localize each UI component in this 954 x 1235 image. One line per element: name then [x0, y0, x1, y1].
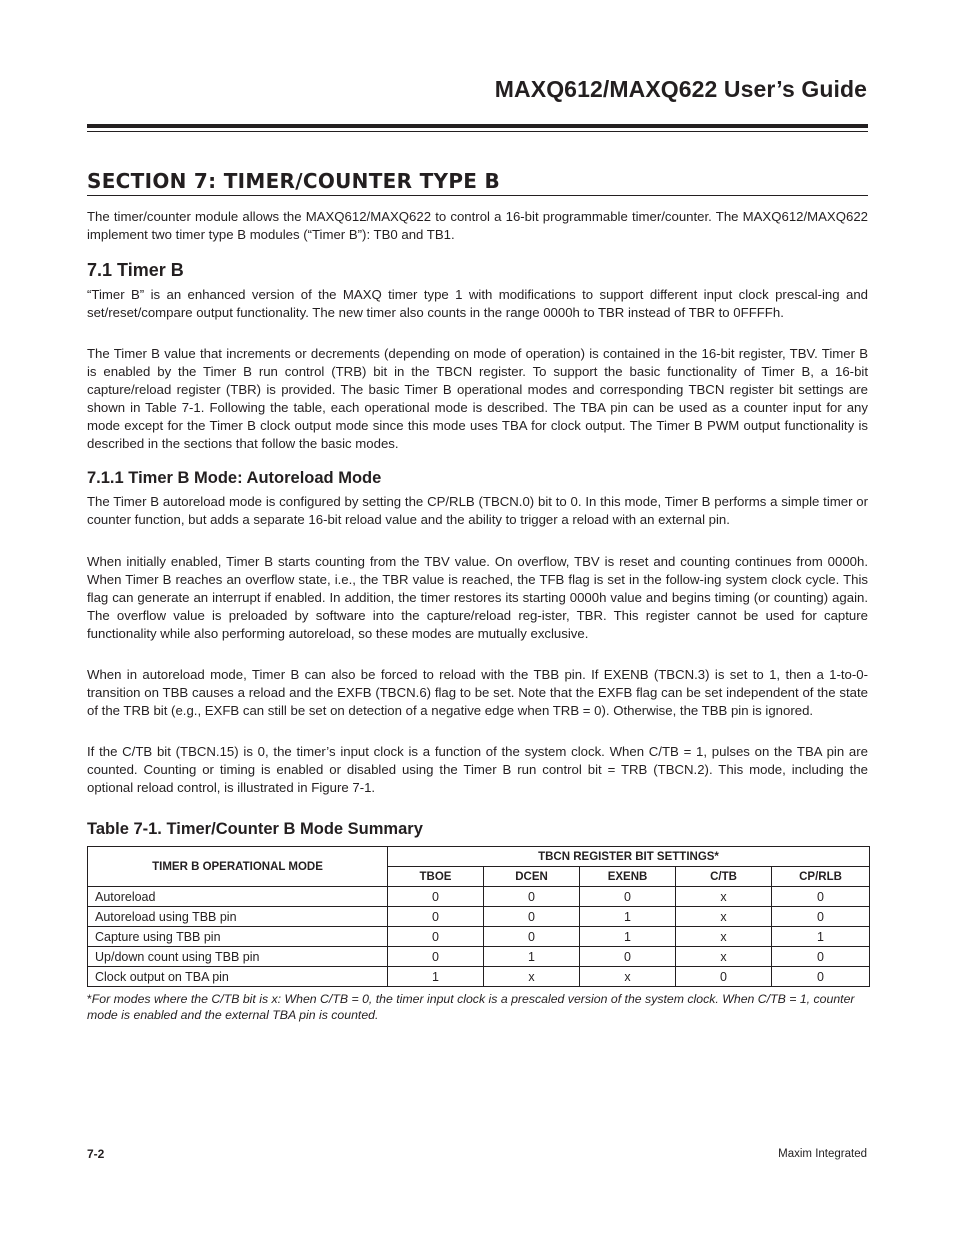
bit-cell: 0	[772, 947, 870, 967]
bit-cell: 0	[484, 927, 580, 947]
timer-b-heading: 7.1 Timer B	[87, 260, 184, 280]
bit-cell: x	[676, 887, 772, 907]
bit-cell: 1	[388, 967, 484, 987]
autoreload-heading: 7.1.1 Timer B Mode: Autoreload Mode	[87, 469, 382, 487]
table-row	[88, 887, 870, 907]
autoreload-paragraph-1: The Timer B autoreload mode is configured by setting the CP/RLB (TBCN.0) bit to 0. In this mode, Timer B performs a simple timer or counter function, but adds a separate 16-bit reload value and the ability to trigger a reload with an external pin.	[87, 494, 868, 528]
document-header-title: MAXQ612/MAXQ622 User’s Guide	[494, 76, 867, 102]
section-intro-paragraph: The timer/counter module allows the MAXQ612/MAXQ622 to control a 16-bit programmable timer/counter. The MAXQ612/MAXQ622 implement two timer type B modules (“Timer B”): TB0 and TB1.	[87, 209, 868, 243]
footnote-text: For modes where the C/TB bit is x: When C/TB = 0, the timer input clock is a prescaled version of the system clock. When C/TB = 1, counter mode is enabled and the external TBA pin is counted.	[87, 992, 855, 1022]
table-footnote	[87, 992, 868, 1023]
bit-cell: x	[484, 967, 580, 987]
column-header: TBOE	[388, 867, 484, 887]
table-row	[88, 907, 870, 927]
autoreload-paragraph-4: If the C/TB bit (TBCN.15) is 0, the timer’s input clock is a function of the system clock. When C/TB = 1, pulses on the TBA pin are counted. Counting or timing is enabled or disabled using the Timer B run control bit = TRB (TBCN.2). This mode, including the optional reload control, is illustrated in Figure 7-1.	[87, 744, 868, 796]
column-header: DCEN	[484, 867, 580, 887]
bit-cell: 1	[580, 907, 676, 927]
mode-column-header: TIMER B OPERATIONAL MODE	[88, 847, 388, 887]
company-name: Maxim Integrated	[778, 1148, 867, 1160]
mode-cell: Capture using TBB pin	[88, 927, 388, 947]
table-row	[88, 927, 870, 947]
mode-cell: Autoreload using TBB pin	[88, 907, 388, 927]
autoreload-paragraph-2: When initially enabled, Timer B starts counting from the TBV value. On overflow, TBV is reset and counting continues from 0000h. When Timer B reaches an overflow state, i.e., the TBR value is reached, the TFB flag is set in the follow-ing system clock cycle. This flag can generate an interrupt if enabled. In addition, the timer restores its starting 0000h value and begins timing (or counting) again. The overflow value is preloaded by software into the capture/reload reg-ister, TBR. This register cannot be used for capture functionality while also performing autoreload, so these modes are mutually exclusive.	[87, 554, 868, 642]
bit-cell: 0	[484, 887, 580, 907]
bit-cell: 0	[772, 907, 870, 927]
bit-cell: x	[676, 907, 772, 927]
bit-cell: 0	[388, 907, 484, 927]
timer-b-paragraph-1: “Timer B” is an enhanced version of the MAXQ timer type 1 with modifications to support different input clock prescal-ing and set/reset/compare output functionality. The new timer also counts in the range 0000h to TBR instead of TBR to 0FFFFh.	[87, 287, 868, 321]
table-row	[88, 947, 870, 967]
footnote-mark: *	[87, 992, 92, 1006]
header-rule-thin	[87, 131, 868, 132]
bit-cell: x	[676, 947, 772, 967]
bit-cell: 0	[388, 887, 484, 907]
section-rule	[87, 195, 868, 196]
page-number: 7-2	[87, 1147, 105, 1161]
bit-cell: 0	[772, 887, 870, 907]
bit-cell: 1	[772, 927, 870, 947]
mode-cell: Up/down count using TBB pin	[88, 947, 388, 967]
column-header: CP/RLB	[772, 867, 870, 887]
bit-cell: 0	[580, 887, 676, 907]
section-title: SECTION 7: TIMER/COUNTER TYPE B	[87, 169, 501, 193]
mode-cell: Autoreload	[88, 887, 388, 907]
register-bits-group-header: TBCN REGISTER BIT SETTINGS*	[388, 847, 870, 867]
column-header: C/TB	[676, 867, 772, 887]
column-header: EXENB	[580, 867, 676, 887]
header-rule-thick	[87, 124, 868, 128]
bit-cell: 1	[580, 927, 676, 947]
bit-cell: 0	[484, 907, 580, 927]
bit-cell: 1	[484, 947, 580, 967]
bit-cell: x	[580, 967, 676, 987]
mode-summary-table	[87, 846, 870, 987]
bit-cell: 0	[676, 967, 772, 987]
mode-cell: Clock output on TBA pin	[88, 967, 388, 987]
table-row	[88, 967, 870, 987]
bit-cell: 0	[388, 927, 484, 947]
bit-cell: 0	[580, 947, 676, 967]
bit-cell: 0	[772, 967, 870, 987]
timer-b-paragraph-2: The Timer B value that increments or decrements (depending on mode of operation) is contained in the 16-bit register, TBV. Timer B is enabled by the Timer B run control (TRB) bit in the TBCN register. To support the basic functionality of Timer B, a 16-bit capture/reload register (TBR) is provided. The basic Timer B operational modes and corresponding TBCN register bit settings are shown in Table 7-1. Following the table, each operational mode is described. The TBA pin can be used as a counter input for any mode except for the Timer B clock output mode since this mode uses TBA for clock output. The Timer B PWM output functionality is described in the sections that follow the basic modes.	[87, 346, 868, 452]
bit-cell: 0	[388, 947, 484, 967]
table-title: Table 7-1. Timer/Counter B Mode Summary	[87, 820, 423, 838]
bit-cell: x	[676, 927, 772, 947]
autoreload-paragraph-3: When in autoreload mode, Timer B can also be forced to reload with the TBB pin. If EXENB (TBCN.3) is set to 1, then a 1-to-0-transition on TBB causes a reload and the EXFB (TBCN.6) flag to be set. Note that the EXFB flag can be set independent of the state of the TRB bit (e.g., EXFB can still be set on detection of a negative edge when TRB = 0). Otherwise, the TBB pin is ignored.	[87, 667, 868, 719]
